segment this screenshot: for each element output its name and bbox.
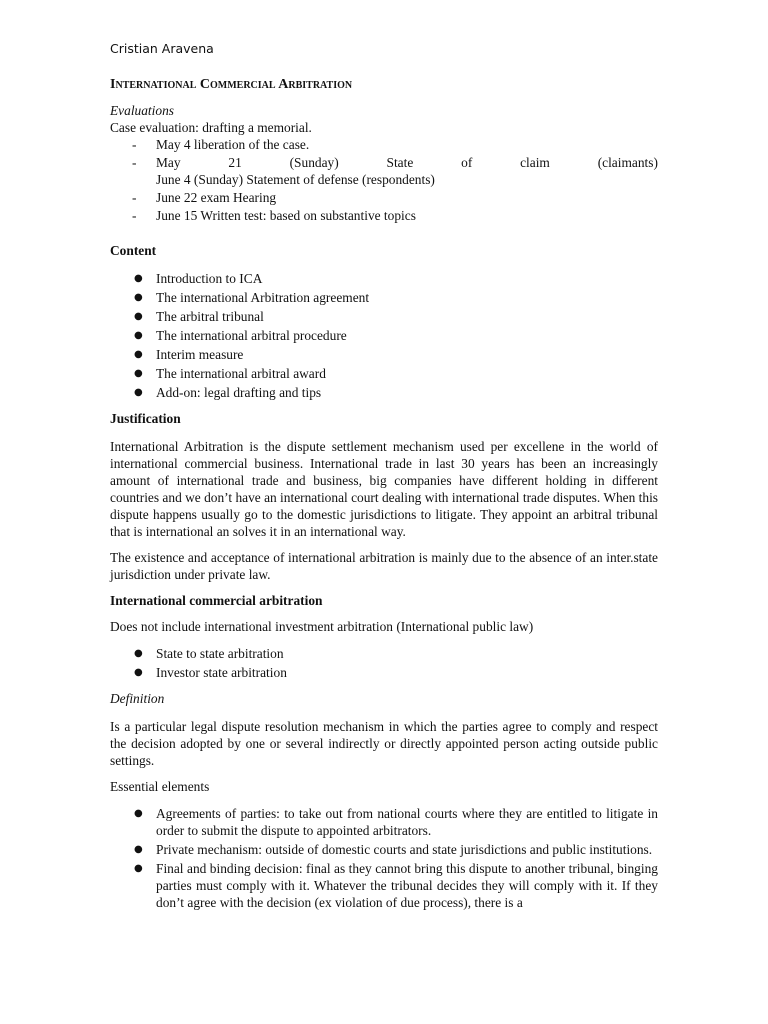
definition-heading: Definition (110, 691, 165, 706)
evaluations-list (110, 136, 658, 224)
list-item (110, 308, 658, 325)
bullet-marker: ● (134, 292, 143, 303)
word: 21 (228, 155, 242, 170)
content-heading: Content (110, 243, 157, 258)
justification-heading: Justification (110, 411, 181, 426)
list-item (110, 365, 658, 382)
list-item (110, 136, 658, 153)
bullet-marker: ● (134, 330, 143, 341)
bullet-marker: ● (134, 648, 143, 659)
list-item (110, 384, 658, 401)
essential-heading: Essential elements (110, 779, 210, 794)
bullet-marker: ● (134, 808, 143, 819)
list-item (110, 645, 658, 662)
evaluations-intro: Case evaluation: drafting a memorial. (110, 120, 312, 135)
bullet-marker: ● (134, 349, 143, 360)
essential-item-text: Private mechanism: outside of domestic courts and state jurisdictions and public institutions. (156, 842, 653, 857)
content-item-text: The international arbitral procedure (156, 328, 347, 343)
list-item (110, 860, 658, 911)
dash-marker: - (132, 208, 137, 223)
list-item (110, 154, 658, 188)
list-item (110, 805, 658, 839)
ica-heading: International commercial arbitration (110, 593, 323, 608)
content-item-text: The arbitral tribunal (156, 309, 264, 324)
bullet-marker: ● (134, 863, 143, 874)
justification-paragraph-2: The existence and acceptance of international arbitration is mainly due to the absence of an inter.state jurisdiction under private law. (110, 550, 658, 582)
evaluation-item-text: June 15 Written test: based on substantive topics (156, 208, 416, 223)
list-item (110, 289, 658, 306)
word: of (461, 155, 473, 170)
word: claim (520, 155, 550, 170)
list-item (110, 346, 658, 363)
word: (claimants) (597, 155, 658, 170)
word: (Sunday) (289, 155, 339, 170)
author-name: Cristian Aravena (110, 41, 214, 56)
ica-item-text: Investor state arbitration (156, 665, 287, 680)
definition-text: Is a particular legal dispute resolution mechanism in which the parties agree to comply and respect the decision adopted by one or several indirectly or directly appointed person acting outside public settings. (110, 719, 658, 768)
bullet-marker: ● (134, 387, 143, 398)
content-item-text: Introduction to ICA (156, 271, 263, 286)
list-item (110, 189, 658, 206)
evaluation-item-text: June 4 (Sunday) Statement of defense (respondents) (156, 172, 435, 187)
bullet-marker: ● (134, 844, 143, 855)
dash-marker: - (132, 137, 137, 152)
dash-marker: - (132, 155, 137, 170)
document-title: International Commercial Arbitration (110, 77, 353, 92)
evaluations-heading: Evaluations (110, 103, 174, 118)
ica-list (110, 645, 658, 681)
content-item-text: The international Arbitration agreement (156, 290, 370, 305)
bullet-marker: ● (134, 667, 143, 678)
essential-item-text: Agreements of parties: to take out from national courts where they are entitled to litigate in order to submit the dispute to appointed arbitrators. (156, 806, 658, 838)
content-item-text: The international arbitral award (156, 366, 326, 381)
essential-list (110, 805, 658, 911)
word: State (386, 155, 414, 170)
evaluation-item-text: May 4 liberation of the case. (156, 137, 310, 152)
list-item (110, 270, 658, 287)
dash-marker: - (132, 190, 137, 205)
list-item (110, 841, 658, 858)
justified-line (156, 154, 658, 171)
content-item-text: Interim measure (156, 347, 244, 362)
bullet-marker: ● (134, 368, 143, 379)
word: May (156, 155, 181, 170)
bullet-marker: ● (134, 311, 143, 322)
bullet-marker: ● (134, 273, 143, 284)
content-item-text: Add-on: legal drafting and tips (156, 385, 322, 400)
list-item (110, 664, 658, 681)
content-list (110, 270, 658, 401)
ica-intro: Does not include international investment arbitration (International public law) (110, 619, 534, 634)
evaluation-item-text: June 22 exam Hearing (156, 190, 277, 205)
ica-item-text: State to state arbitration (156, 646, 284, 661)
document-page (110, 40, 658, 913)
essential-item-text: Final and binding decision: final as they cannot bring this dispute to another tribunal, binging parties must comply with it. Whatever the tribunal decides they will comply with it. If they don’t agree with the decision (ex violation of due process), there is a (156, 861, 658, 910)
justification-paragraph-1: International Arbitration is the dispute settlement mechanism used per excellene in the world of international commercial business. International trade in last 30 years has been an increasingly amount of international trade and business, big companies have different holding in different countries and we don’t have an international court dealing with international trade disputes. When this dispute happens usually go to the domestic jurisdictions to litigate. They appoint an arbitral tribunal that is international an solves it in an international way. (110, 439, 658, 539)
list-item (110, 327, 658, 344)
list-item (110, 207, 658, 224)
